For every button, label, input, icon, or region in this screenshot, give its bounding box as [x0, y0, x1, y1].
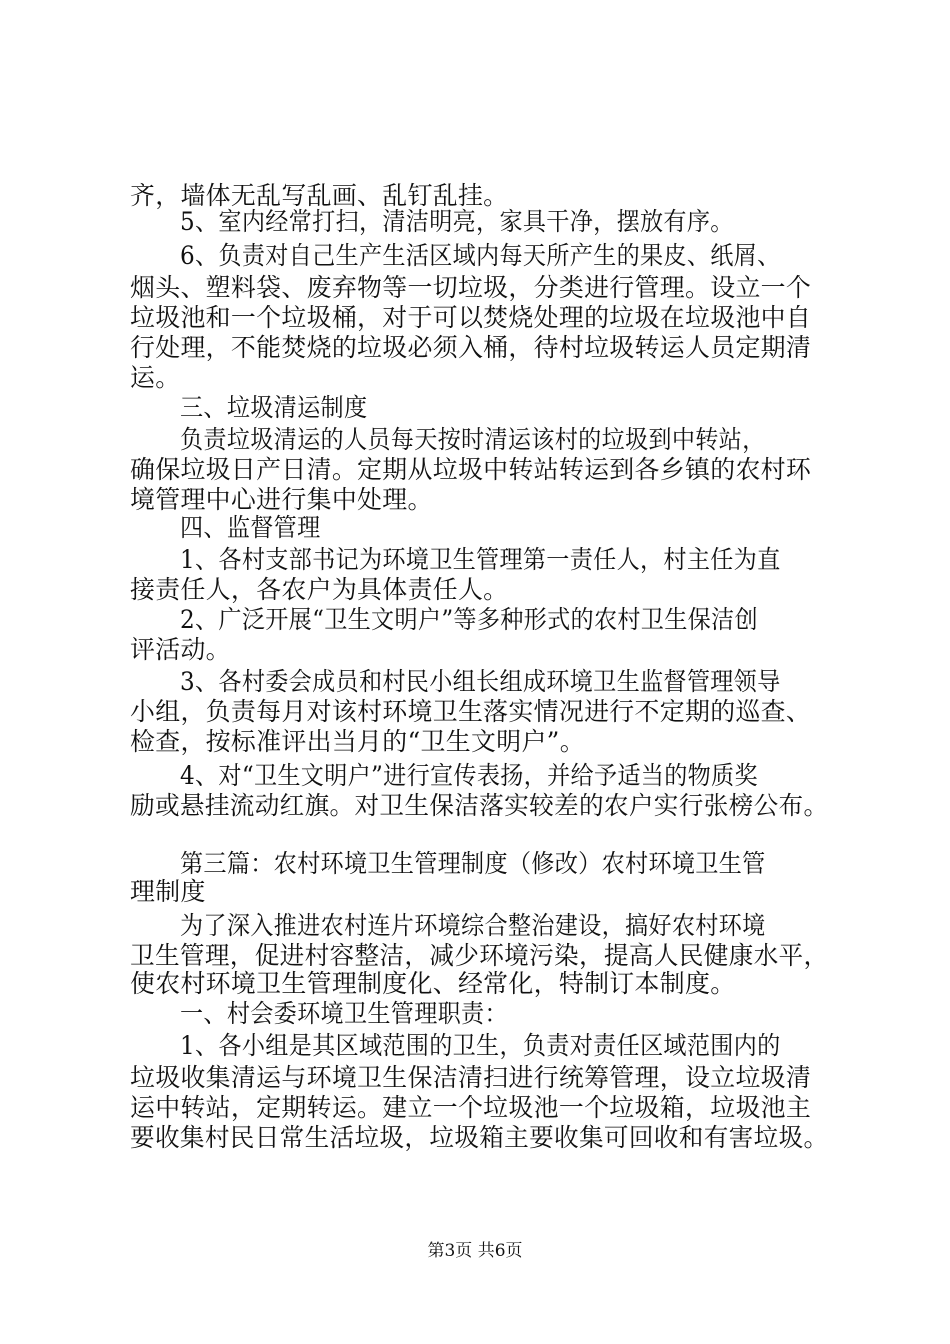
- chapter-heading: 理制度: [130, 877, 206, 906]
- text-line: 确保垃圾日产日清。定期从垃圾中转站转运到各乡镇的农村环: [130, 455, 812, 484]
- text-line: 行处理，不能焚烧的垃圾必须入桶，待村垃圾转运人员定期清: [130, 333, 812, 362]
- text-line: 励或悬挂流动红旗。对卫生保洁落实较差的农户实行张榜公布。: [130, 791, 829, 820]
- text-line: 2、广泛开展“卫生文明户”等多种形式的农村卫生保洁创: [180, 605, 758, 634]
- text-line: 烟头、塑料袋、废弃物等一切垃圾，分类进行管理。设立一个: [130, 273, 812, 302]
- text-line: 齐，墙体无乱写乱画、乱钉乱挂。: [130, 181, 509, 210]
- text-line: 境管理中心进行集中处理。: [130, 485, 433, 514]
- text-line: 垃圾收集清运与环境卫生保洁清扫进行统筹管理，设立垃圾清: [130, 1063, 812, 1092]
- text-line: 6、负责对自己生产生活区域内每天所产生的果皮、纸屑、: [180, 241, 781, 270]
- text-line: 接责任人，各农户为具体责任人。: [130, 575, 509, 604]
- text-line: 运中转站，定期转运。建立一个垃圾池一个垃圾箱，垃圾池主: [130, 1093, 812, 1122]
- text-line: 为了深入推进农村连片环境综合整治建设，搞好农村环境: [180, 911, 766, 940]
- text-line: 垃圾池和一个垃圾桶，对于可以焚烧处理的垃圾在垃圾池中自: [130, 303, 812, 332]
- text-line: 运。: [130, 363, 181, 392]
- text-line: 负责垃圾清运的人员每天按时清运该村的垃圾到中转站，: [180, 425, 766, 454]
- text-line: 1、各村支部书记为环境卫生管理第一责任人，村主任为直: [180, 545, 781, 574]
- text-line: 检查，按标准评出当月的“卫生文明户”。: [130, 727, 585, 756]
- text-line: 4、对“卫生文明户”进行宣传表扬，并给予适当的物质奖: [180, 761, 758, 790]
- text-line: 5、室内经常打扫，清洁明亮，家具干净，摆放有序。: [180, 207, 734, 236]
- section-heading: 三、垃圾清运制度: [180, 393, 368, 422]
- page-number-footer: 第3页 共6页: [427, 1241, 523, 1261]
- text-line: 小组，负责每月对该村环境卫生落实情况进行不定期的巡查、: [130, 697, 812, 726]
- text-line: 要收集村民日常生活垃圾，垃圾箱主要收集可回收和有害垃圾。: [130, 1123, 829, 1152]
- text-line: 使农村环境卫生管理制度化、经常化，特制订本制度。: [130, 969, 736, 998]
- chapter-heading: 第三篇：农村环境卫生管理制度（修改）农村环境卫生管: [180, 849, 766, 878]
- text-line: 3、各村委会成员和村民小组长组成环境卫生监督管理领导: [180, 667, 781, 696]
- text-line: 1、各小组是其区域范围的卫生，负责对责任区域范围内的: [180, 1031, 781, 1060]
- text-line: 卫生管理，促进村容整洁，减少环境污染，提高人民健康水平，: [130, 941, 829, 970]
- section-heading: 一、村会委环境卫生管理职责：: [180, 999, 508, 1028]
- section-heading: 四、监督管理: [180, 513, 321, 542]
- text-line: 评活动。: [130, 635, 231, 664]
